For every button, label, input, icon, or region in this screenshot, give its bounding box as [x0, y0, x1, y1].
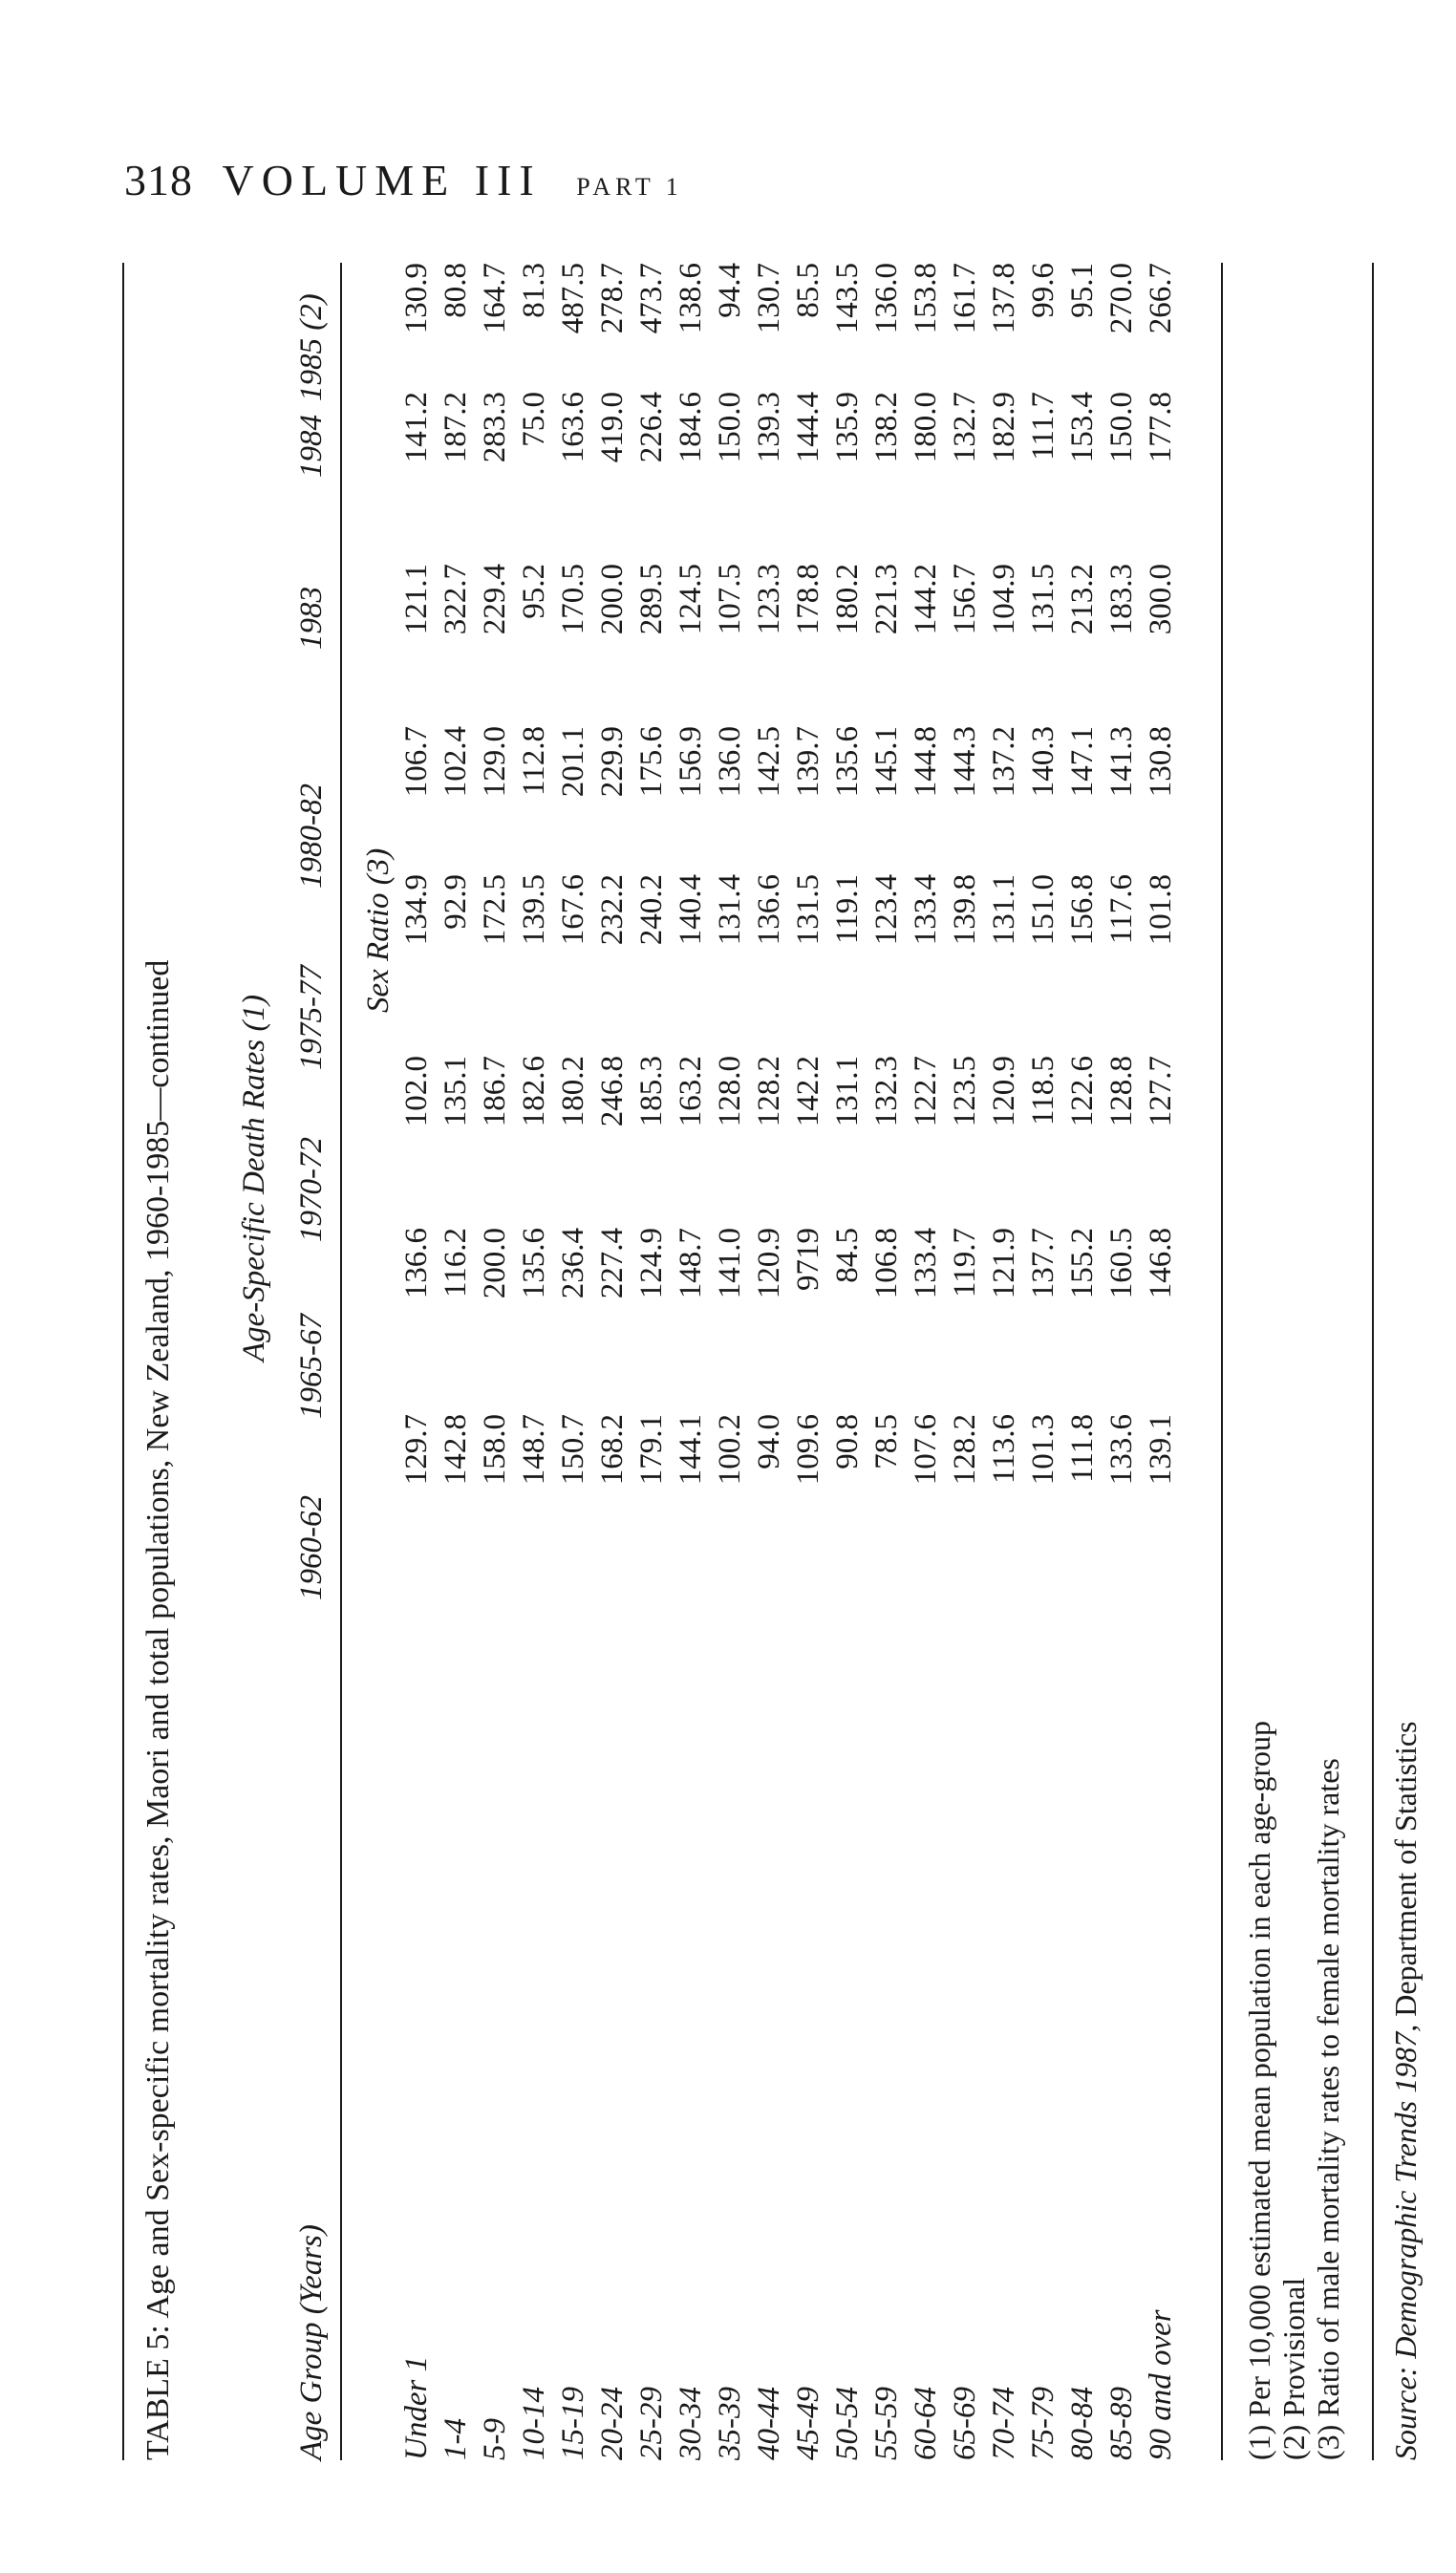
table-cell: 201.1 [556, 726, 590, 798]
table-cell: 94.0 [752, 1414, 786, 1469]
table-cell: 81.3 [517, 263, 551, 318]
table-cell: 168.2 [595, 1414, 630, 1486]
table-cell: 131.4 [713, 874, 747, 946]
table-cell: 85.5 [791, 263, 825, 318]
table-cell: 78.5 [869, 1414, 904, 1469]
table-cell: 246.8 [595, 1056, 630, 1127]
table-cell: 144.8 [909, 726, 943, 798]
row-label: 5-9 [478, 2418, 512, 2460]
table-cell: 232.2 [595, 874, 630, 946]
table-cell: 153.4 [1065, 392, 1100, 463]
table-cell: 75.0 [517, 392, 551, 447]
row-label: 35-39 [713, 2387, 747, 2460]
table-cell: 131.5 [1026, 564, 1060, 635]
table-cell: 160.5 [1104, 1228, 1139, 1299]
row-label: 1-4 [439, 2418, 473, 2460]
table-cell: 107.5 [713, 564, 747, 635]
table-cell: 127.7 [1144, 1056, 1178, 1127]
table-cell: 131.5 [791, 874, 825, 946]
table-cell: 100.2 [713, 1414, 747, 1486]
table-cell: 141.2 [399, 392, 434, 463]
table-cell: 177.8 [1144, 392, 1178, 463]
table-cell: 300.0 [1144, 564, 1178, 635]
table-cell: 144.3 [948, 726, 982, 798]
table-cell: 139.1 [1144, 1414, 1178, 1486]
table-cell: 139.3 [752, 392, 786, 463]
column-header: 1984 [294, 415, 329, 478]
table-cell: 145.1 [869, 726, 904, 798]
row-label: 90 and over [1144, 2309, 1178, 2460]
table-cell: 99.6 [1026, 263, 1060, 318]
table-cell: 289.5 [634, 564, 669, 635]
row-label: 45-49 [791, 2387, 825, 2460]
table-cell: 143.5 [830, 263, 865, 334]
table-cell: 131.1 [830, 1056, 865, 1127]
table-cell: 136.0 [713, 726, 747, 798]
running-head [124, 155, 683, 205]
row-label: 75-79 [1026, 2387, 1060, 2460]
table-cell: 130.8 [1144, 726, 1178, 798]
table-cell: 155.2 [1065, 1228, 1100, 1299]
table-cell: 129.0 [478, 726, 512, 798]
table-cell: 119.7 [948, 1228, 982, 1298]
row-header: Age Group (Years) [294, 2224, 329, 2460]
table-cell: 136.0 [869, 263, 904, 334]
table-cell: 322.7 [439, 564, 473, 635]
table-cell: 111.7 [1026, 392, 1060, 461]
mortality-table [122, 263, 1456, 2460]
table-cell: 124.5 [674, 564, 708, 635]
table-cell: 113.6 [987, 1414, 1021, 1485]
table-cell: 128.0 [713, 1056, 747, 1127]
table-cell: 9719 [791, 1228, 825, 1291]
table-cell: 101.8 [1144, 874, 1178, 946]
table-cell: 153.8 [909, 263, 943, 334]
table-cell: 178.8 [791, 564, 825, 635]
table-cell: 107.6 [909, 1414, 943, 1486]
table-cell: 135.1 [439, 1056, 473, 1127]
table-cell: 213.2 [1065, 564, 1100, 635]
table-cell: 142.8 [439, 1414, 473, 1486]
table-cell: 102.0 [399, 1056, 434, 1127]
table-cell: 419.0 [595, 392, 630, 463]
table-cell: 186.7 [478, 1056, 512, 1127]
table-cell: 221.3 [869, 564, 904, 635]
column-header: 1980-82 [294, 783, 329, 889]
table-cell: 133.6 [1104, 1414, 1139, 1486]
row-label: 60-64 [909, 2387, 943, 2460]
table-cell: 158.0 [478, 1414, 512, 1486]
table-cell: 122.7 [909, 1056, 943, 1127]
table-cell: 184.6 [674, 392, 708, 463]
source-label: Source: Demographic Trends 1987, [1388, 2024, 1423, 2460]
table-cell: 144.2 [909, 564, 943, 635]
footnote: (1) Per 10,000 estimated mean population in each age-group [1242, 1721, 1276, 2460]
table-cell: 473.7 [634, 263, 669, 334]
table-cell: 151.0 [1026, 874, 1060, 946]
table-cell: 106.7 [399, 726, 434, 798]
column-header: 1970-72 [294, 1137, 329, 1242]
column-header: 1975-77 [294, 965, 329, 1070]
source-rule [1372, 263, 1374, 2460]
table-cell: 146.8 [1144, 1228, 1178, 1299]
row-label: 30-34 [674, 2387, 708, 2460]
table-cell: 129.7 [399, 1414, 434, 1486]
table-cell: 112.8 [517, 726, 551, 797]
table-cell: 164.7 [478, 263, 512, 334]
page-number: 318 [124, 156, 193, 204]
table-cell: 111.8 [1065, 1414, 1100, 1483]
table-cell: 187.2 [439, 392, 473, 463]
row-label: 40-44 [752, 2387, 786, 2460]
section-label: Sex Ratio (3) [361, 847, 396, 1013]
column-header: 1985 (2) [294, 293, 329, 401]
table-cell: 120.9 [987, 1056, 1021, 1127]
table-cell: 137.2 [987, 726, 1021, 798]
table-cell: 139.7 [791, 726, 825, 798]
table-cell: 200.0 [478, 1228, 512, 1299]
table-cell: 141.0 [713, 1228, 747, 1299]
table-cell: 128.2 [948, 1414, 982, 1486]
table-cell: 137.7 [1026, 1228, 1060, 1299]
table-cell: 130.7 [752, 263, 786, 334]
table-cell: 132.7 [948, 392, 982, 463]
table-cell: 141.3 [1104, 726, 1139, 798]
table-cell: 161.7 [948, 263, 982, 334]
table-cell: 121.9 [987, 1228, 1021, 1299]
table-cell: 128.8 [1104, 1056, 1139, 1127]
table-cell: 148.7 [517, 1414, 551, 1486]
caption-rule [122, 263, 124, 2460]
table-cell: 179.1 [634, 1414, 669, 1486]
column-header: 1960-62 [294, 1495, 329, 1600]
table-cell: 229.4 [478, 564, 512, 635]
table-cell: 133.4 [909, 1228, 943, 1299]
body-end-rule [1221, 263, 1223, 2460]
row-label: 10-14 [517, 2387, 551, 2460]
table-cell: 278.7 [595, 263, 630, 334]
table-cell: 163.2 [674, 1056, 708, 1127]
table-cell: 182.6 [517, 1056, 551, 1127]
table-cell: 283.3 [478, 392, 512, 463]
table-cell: 156.8 [1065, 874, 1100, 946]
table-cell: 142.2 [791, 1056, 825, 1127]
table-cell: 139.5 [517, 874, 551, 946]
table-cell: 119.1 [830, 874, 865, 945]
table-cell: 147.1 [1065, 726, 1100, 798]
source-agency: Department of Statistics [1388, 1721, 1423, 2017]
table-cell: 163.6 [556, 392, 590, 463]
table-cell: 124.9 [634, 1228, 669, 1299]
table-cell: 120.9 [752, 1228, 786, 1299]
table-cell: 182.9 [987, 392, 1021, 463]
table-cell: 128.2 [752, 1056, 786, 1127]
part-label: PART 1 [576, 173, 683, 201]
table-cell: 139.8 [948, 874, 982, 946]
table-cell: 135.9 [830, 392, 865, 463]
table-cell: 150.0 [713, 392, 747, 463]
table-cell: 90.8 [830, 1414, 865, 1469]
table-cell: 142.5 [752, 726, 786, 798]
table-cell: 136.6 [399, 1228, 434, 1299]
table-cell: 135.6 [830, 726, 865, 798]
table-cell: 150.7 [556, 1414, 590, 1486]
table-cell: 131.1 [987, 874, 1021, 946]
table-cell: 123.3 [752, 564, 786, 635]
footnote: (2) Provisional [1276, 2277, 1311, 2460]
table-cell: 144.4 [791, 392, 825, 463]
table-cell: 183.3 [1104, 564, 1139, 635]
table-cell: 270.0 [1104, 263, 1139, 334]
table-cell: 123.4 [869, 874, 904, 946]
table-cell: 116.2 [439, 1228, 473, 1298]
table-cell: 102.4 [439, 726, 473, 798]
table-cell: 92.9 [439, 874, 473, 930]
table-cell: 138.6 [674, 263, 708, 334]
table-cell: 84.5 [830, 1228, 865, 1283]
table-cell: 229.9 [595, 726, 630, 798]
table-cell: 104.9 [987, 564, 1021, 635]
table-cell: 172.5 [478, 874, 512, 946]
table-cell: 180.0 [909, 392, 943, 463]
table-cell: 134.9 [399, 874, 434, 946]
table-cell: 95.2 [517, 564, 551, 619]
table-cell: 144.1 [674, 1414, 708, 1486]
table-cell: 123.5 [948, 1056, 982, 1127]
table-cell: 180.2 [556, 1056, 590, 1127]
row-label: 80-84 [1065, 2387, 1100, 2460]
footnote: (3) Ratio of male mortality rates to female mortality rates [1311, 1758, 1345, 2460]
table-cell: 170.5 [556, 564, 590, 635]
row-label: 15-19 [556, 2387, 590, 2460]
table-cell: 150.0 [1104, 392, 1139, 463]
table-cell: 136.6 [752, 874, 786, 946]
table-cell: 240.2 [634, 874, 669, 946]
table-cell: 101.3 [1026, 1414, 1060, 1486]
column-header: 1983 [294, 587, 329, 650]
table-cell: 487.5 [556, 263, 590, 334]
row-label: 55-59 [869, 2387, 904, 2460]
table-cell: 200.0 [595, 564, 630, 635]
table-cell: 156.7 [948, 564, 982, 635]
table-cell: 95.1 [1065, 263, 1100, 318]
row-label: 70-74 [987, 2387, 1021, 2460]
table-cell: 148.7 [674, 1228, 708, 1299]
volume-label: VOLUME III [222, 156, 542, 204]
table-cell: 122.6 [1065, 1056, 1100, 1127]
table-cell: 175.6 [634, 726, 669, 798]
table-cell: 140.4 [674, 874, 708, 946]
table-caption: TABLE 5: Age and Sex-specific mortality rates, Maori and total populations, New Zealand, 1960-1985—continued [140, 959, 176, 2460]
group-header: Age-Specific Death Rates (1) [237, 995, 271, 1362]
table-cell: 140.3 [1026, 726, 1060, 798]
table-cell: 266.7 [1144, 263, 1178, 334]
table-cell: 138.2 [869, 392, 904, 463]
row-label: 65-69 [948, 2387, 982, 2460]
table-cell: 121.1 [399, 564, 434, 635]
table-cell: 132.3 [869, 1056, 904, 1127]
table-cell: 226.4 [634, 392, 669, 463]
table-cell: 180.2 [830, 564, 865, 635]
table-cell: 185.3 [634, 1056, 669, 1127]
table-cell: 118.5 [1026, 1056, 1060, 1126]
table-cell: 130.9 [399, 263, 434, 334]
row-label: 85-89 [1104, 2387, 1139, 2460]
row-label: 20-24 [595, 2387, 630, 2460]
table-cell: 106.8 [869, 1228, 904, 1299]
row-label: Under 1 [399, 2355, 434, 2460]
table-cell: 94.4 [713, 263, 747, 318]
table-cell: 137.8 [987, 263, 1021, 334]
table-cell: 156.9 [674, 726, 708, 798]
table-cell: 227.4 [595, 1228, 630, 1299]
table-cell: 133.4 [909, 874, 943, 946]
row-label: 25-29 [634, 2387, 669, 2460]
source-line [1388, 1721, 1423, 2460]
header-rule [340, 263, 342, 2460]
column-header: 1965-67 [294, 1314, 329, 1419]
table-cell: 109.6 [791, 1414, 825, 1486]
table-cell: 135.6 [517, 1228, 551, 1299]
table-cell: 80.8 [439, 263, 473, 318]
table-cell: 167.6 [556, 874, 590, 946]
table-cell: 236.4 [556, 1228, 590, 1299]
row-label: 50-54 [830, 2387, 865, 2460]
table-cell: 117.6 [1104, 874, 1139, 945]
